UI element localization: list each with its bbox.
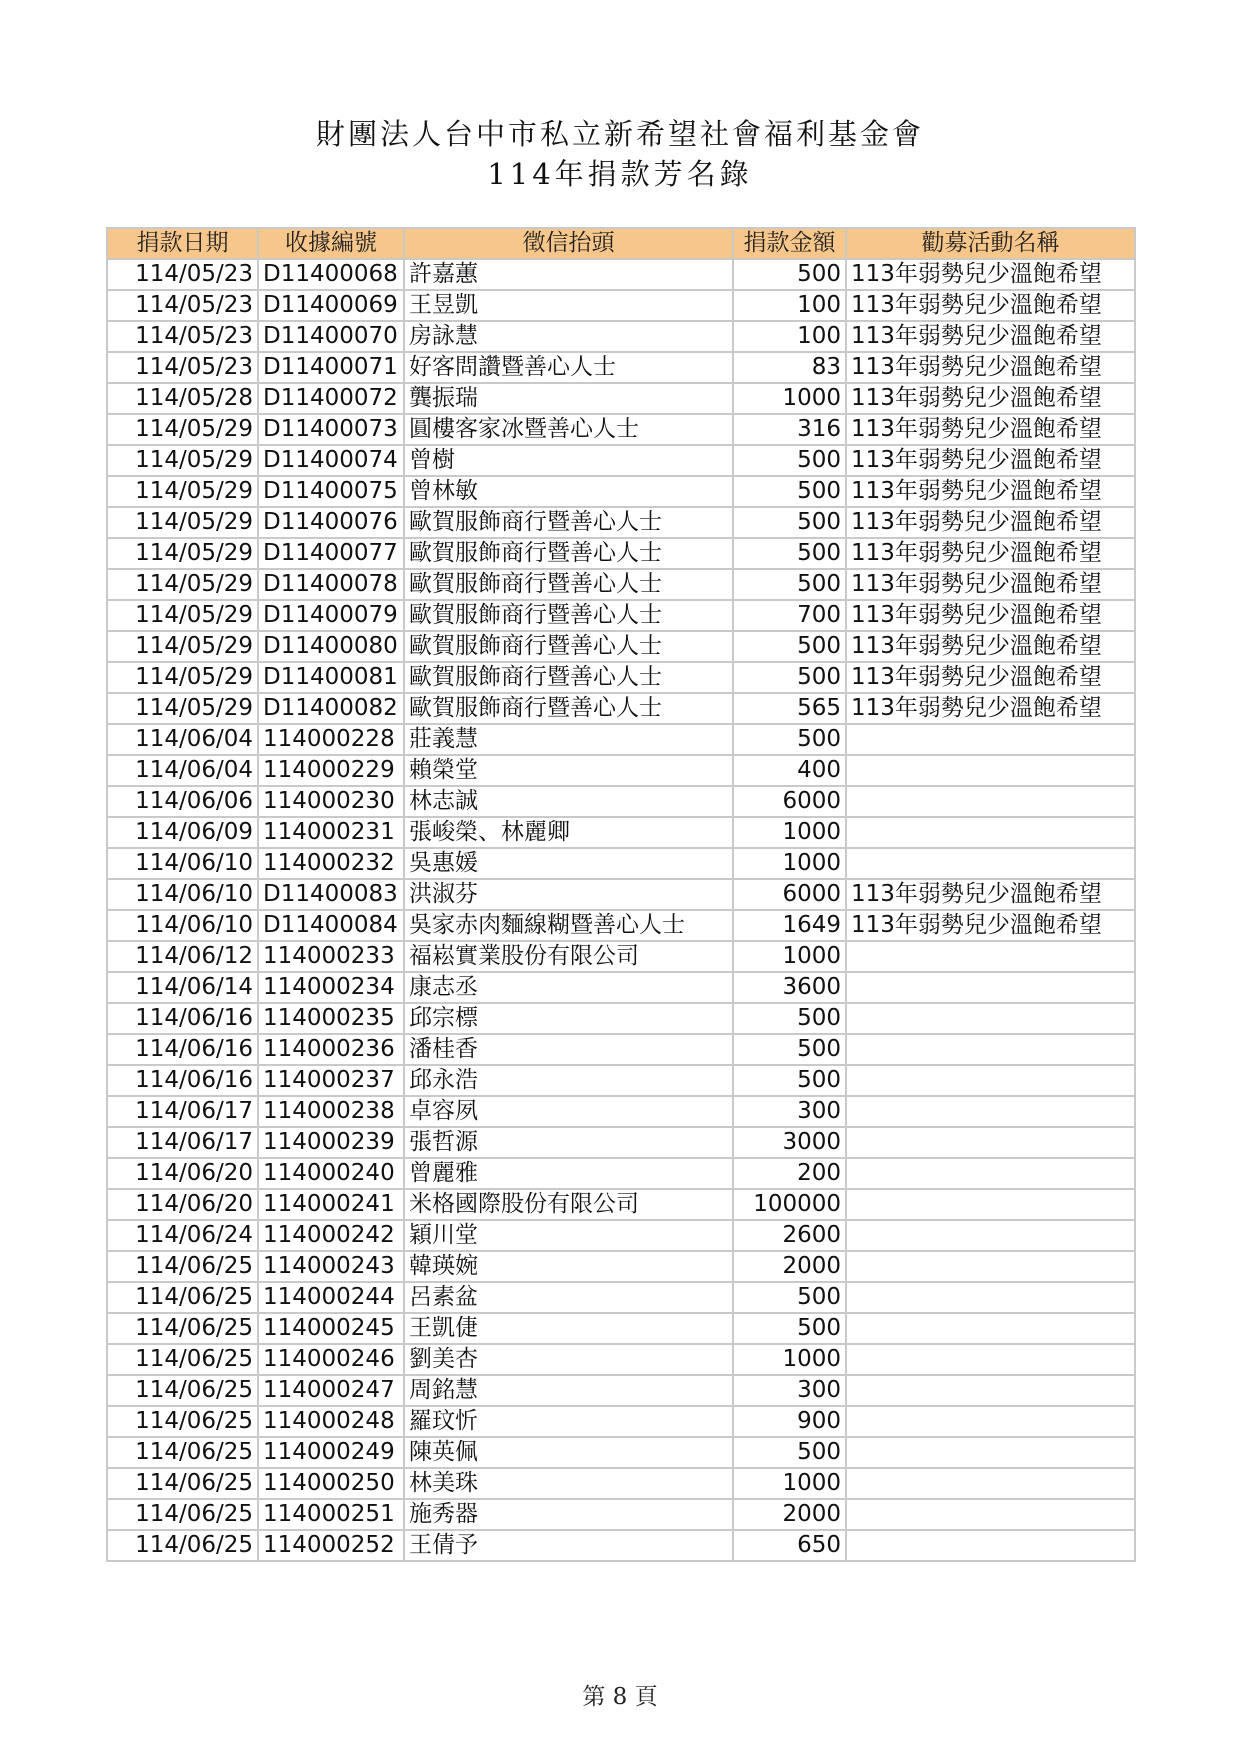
table-row bbox=[107, 1065, 1135, 1096]
cell-amount: 500 bbox=[733, 538, 846, 569]
cell-date: 114/05/29 bbox=[107, 600, 258, 631]
cell-amount: 100 bbox=[733, 290, 846, 321]
cell-amount: 500 bbox=[733, 631, 846, 662]
cell-donor-name: 吳家赤肉麵線糊暨善心人士 bbox=[404, 910, 733, 941]
cell-date: 114/06/25 bbox=[107, 1282, 258, 1313]
cell-date: 114/06/25 bbox=[107, 1251, 258, 1282]
table-row bbox=[107, 879, 1135, 910]
cell-receipt-number: D11400068 bbox=[258, 259, 404, 290]
cell-receipt-number: 114000232 bbox=[258, 848, 404, 879]
table-row bbox=[107, 1034, 1135, 1065]
table-row bbox=[107, 1468, 1135, 1499]
cell-receipt-number: D11400084 bbox=[258, 910, 404, 941]
table-row bbox=[107, 910, 1135, 941]
cell-date: 114/05/29 bbox=[107, 476, 258, 507]
cell-campaign: 113年弱勢兒少溫飽希望 bbox=[846, 290, 1135, 321]
table-row bbox=[107, 569, 1135, 600]
cell-receipt-number: 114000243 bbox=[258, 1251, 404, 1282]
cell-donor-name: 房詠慧 bbox=[404, 321, 733, 352]
table-row bbox=[107, 414, 1135, 445]
cell-receipt-number: 114000231 bbox=[258, 817, 404, 848]
cell-date: 114/05/29 bbox=[107, 662, 258, 693]
cell-campaign bbox=[846, 941, 1135, 972]
cell-date: 114/05/29 bbox=[107, 507, 258, 538]
cell-date: 114/06/25 bbox=[107, 1313, 258, 1344]
cell-campaign: 113年弱勢兒少溫飽希望 bbox=[846, 259, 1135, 290]
cell-campaign bbox=[846, 1158, 1135, 1189]
table-row bbox=[107, 941, 1135, 972]
table-row bbox=[107, 1437, 1135, 1468]
cell-campaign bbox=[846, 1499, 1135, 1530]
cell-date: 114/05/29 bbox=[107, 631, 258, 662]
cell-donor-name: 福崧實業股份有限公司 bbox=[404, 941, 733, 972]
cell-date: 114/05/28 bbox=[107, 383, 258, 414]
cell-donor-name: 周銘慧 bbox=[404, 1375, 733, 1406]
header-donation-date: 捐款日期 bbox=[107, 228, 258, 259]
table-row bbox=[107, 290, 1135, 321]
table-row bbox=[107, 1096, 1135, 1127]
table-row bbox=[107, 724, 1135, 755]
cell-receipt-number: 114000235 bbox=[258, 1003, 404, 1034]
cell-date: 114/06/12 bbox=[107, 941, 258, 972]
cell-amount: 500 bbox=[733, 1065, 846, 1096]
cell-date: 114/05/29 bbox=[107, 569, 258, 600]
table-row bbox=[107, 786, 1135, 817]
table-row bbox=[107, 1313, 1135, 1344]
cell-campaign bbox=[846, 1127, 1135, 1158]
cell-donor-name: 呂素盆 bbox=[404, 1282, 733, 1313]
cell-amount: 100 bbox=[733, 321, 846, 352]
cell-campaign bbox=[846, 848, 1135, 879]
cell-donor-name: 歐賀服飾商行暨善心人士 bbox=[404, 600, 733, 631]
cell-donor-name: 圓樓客家冰暨善心人士 bbox=[404, 414, 733, 445]
cell-date: 114/05/23 bbox=[107, 321, 258, 352]
table-row bbox=[107, 1530, 1135, 1561]
cell-receipt-number: 114000252 bbox=[258, 1530, 404, 1561]
cell-donor-name: 林志誠 bbox=[404, 786, 733, 817]
cell-campaign bbox=[846, 1096, 1135, 1127]
cell-donor-name: 米格國際股份有限公司 bbox=[404, 1189, 733, 1220]
cell-date: 114/06/25 bbox=[107, 1468, 258, 1499]
cell-date: 114/06/06 bbox=[107, 786, 258, 817]
cell-donor-name: 王昱凱 bbox=[404, 290, 733, 321]
table-row bbox=[107, 538, 1135, 569]
table-row bbox=[107, 1251, 1135, 1282]
cell-date: 114/06/10 bbox=[107, 910, 258, 941]
cell-date: 114/06/14 bbox=[107, 972, 258, 1003]
cell-date: 114/06/09 bbox=[107, 817, 258, 848]
cell-receipt-number: 114000234 bbox=[258, 972, 404, 1003]
cell-campaign bbox=[846, 1251, 1135, 1282]
cell-amount: 100000 bbox=[733, 1189, 846, 1220]
cell-date: 114/06/04 bbox=[107, 724, 258, 755]
cell-donor-name: 林美珠 bbox=[404, 1468, 733, 1499]
cell-amount: 2000 bbox=[733, 1251, 846, 1282]
cell-date: 114/06/16 bbox=[107, 1065, 258, 1096]
cell-campaign bbox=[846, 1282, 1135, 1313]
cell-receipt-number: 114000248 bbox=[258, 1406, 404, 1437]
table-row bbox=[107, 1375, 1135, 1406]
cell-amount: 300 bbox=[733, 1375, 846, 1406]
cell-receipt-number: 114000229 bbox=[258, 755, 404, 786]
cell-donor-name: 陳英佩 bbox=[404, 1437, 733, 1468]
cell-date: 114/06/17 bbox=[107, 1096, 258, 1127]
cell-date: 114/05/29 bbox=[107, 414, 258, 445]
table-row bbox=[107, 662, 1135, 693]
cell-donor-name: 莊義慧 bbox=[404, 724, 733, 755]
cell-amount: 900 bbox=[733, 1406, 846, 1437]
cell-receipt-number: 114000245 bbox=[258, 1313, 404, 1344]
cell-donor-name: 龔振瑞 bbox=[404, 383, 733, 414]
cell-receipt-number: D11400072 bbox=[258, 383, 404, 414]
cell-donor-name: 洪淑芬 bbox=[404, 879, 733, 910]
register-title: 114年捐款芳名錄 bbox=[487, 157, 753, 191]
cell-campaign: 113年弱勢兒少溫飽希望 bbox=[846, 879, 1135, 910]
cell-campaign bbox=[846, 1003, 1135, 1034]
cell-receipt-number: D11400075 bbox=[258, 476, 404, 507]
cell-receipt-number: D11400077 bbox=[258, 538, 404, 569]
table-row bbox=[107, 848, 1135, 879]
cell-amount: 500 bbox=[733, 662, 846, 693]
table-row bbox=[107, 1127, 1135, 1158]
cell-receipt-number: 114000249 bbox=[258, 1437, 404, 1468]
cell-date: 114/06/25 bbox=[107, 1406, 258, 1437]
cell-campaign: 113年弱勢兒少溫飽希望 bbox=[846, 569, 1135, 600]
cell-date: 114/06/16 bbox=[107, 1003, 258, 1034]
cell-donor-name: 張哲源 bbox=[404, 1127, 733, 1158]
cell-campaign bbox=[846, 1034, 1135, 1065]
cell-amount: 500 bbox=[733, 569, 846, 600]
cell-receipt-number: D11400079 bbox=[258, 600, 404, 631]
cell-amount: 3600 bbox=[733, 972, 846, 1003]
cell-campaign bbox=[846, 786, 1135, 817]
cell-receipt-number: 114000251 bbox=[258, 1499, 404, 1530]
cell-donor-name: 卓容夙 bbox=[404, 1096, 733, 1127]
cell-date: 114/06/17 bbox=[107, 1127, 258, 1158]
cell-campaign: 113年弱勢兒少溫飽希望 bbox=[846, 476, 1135, 507]
header-receipt-number: 收據編號 bbox=[258, 228, 404, 259]
cell-receipt-number: 114000240 bbox=[258, 1158, 404, 1189]
cell-receipt-number: D11400069 bbox=[258, 290, 404, 321]
cell-receipt-number: 114000236 bbox=[258, 1034, 404, 1065]
cell-campaign: 113年弱勢兒少溫飽希望 bbox=[846, 538, 1135, 569]
cell-receipt-number: D11400078 bbox=[258, 569, 404, 600]
table-row bbox=[107, 352, 1135, 383]
cell-donor-name: 韓瑛婉 bbox=[404, 1251, 733, 1282]
table-body bbox=[107, 259, 1135, 1561]
cell-amount: 300 bbox=[733, 1096, 846, 1127]
cell-receipt-number: D11400080 bbox=[258, 631, 404, 662]
cell-donor-name: 潘桂香 bbox=[404, 1034, 733, 1065]
cell-amount: 200 bbox=[733, 1158, 846, 1189]
cell-receipt-number: 114000246 bbox=[258, 1344, 404, 1375]
cell-campaign bbox=[846, 817, 1135, 848]
cell-campaign: 113年弱勢兒少溫飽希望 bbox=[846, 383, 1135, 414]
table-row bbox=[107, 693, 1135, 724]
table-row bbox=[107, 383, 1135, 414]
cell-donor-name: 曾麗雅 bbox=[404, 1158, 733, 1189]
cell-amount: 1000 bbox=[733, 1468, 846, 1499]
cell-receipt-number: 114000233 bbox=[258, 941, 404, 972]
cell-donor-name: 歐賀服飾商行暨善心人士 bbox=[404, 631, 733, 662]
cell-date: 114/05/23 bbox=[107, 290, 258, 321]
cell-date: 114/06/10 bbox=[107, 848, 258, 879]
cell-receipt-number: 114000230 bbox=[258, 786, 404, 817]
cell-amount: 316 bbox=[733, 414, 846, 445]
cell-campaign bbox=[846, 1437, 1135, 1468]
cell-amount: 6000 bbox=[733, 786, 846, 817]
cell-donor-name: 王凱倢 bbox=[404, 1313, 733, 1344]
cell-donor-name: 王倩予 bbox=[404, 1530, 733, 1561]
cell-amount: 500 bbox=[733, 476, 846, 507]
cell-receipt-number: 114000242 bbox=[258, 1220, 404, 1251]
table-row bbox=[107, 1344, 1135, 1375]
cell-donor-name: 好客問讚暨善心人士 bbox=[404, 352, 733, 383]
header-campaign: 勸募活動名稱 bbox=[846, 228, 1135, 259]
cell-date: 114/06/16 bbox=[107, 1034, 258, 1065]
foundation-name: 財團法人台中市私立新希望社會福利基金會 bbox=[315, 117, 924, 151]
cell-receipt-number: 114000241 bbox=[258, 1189, 404, 1220]
cell-campaign: 113年弱勢兒少溫飽希望 bbox=[846, 693, 1135, 724]
cell-campaign: 113年弱勢兒少溫飽希望 bbox=[846, 910, 1135, 941]
cell-campaign: 113年弱勢兒少溫飽希望 bbox=[846, 445, 1135, 476]
cell-campaign: 113年弱勢兒少溫飽希望 bbox=[846, 631, 1135, 662]
cell-date: 114/05/29 bbox=[107, 693, 258, 724]
header-amount: 捐款金額 bbox=[733, 228, 846, 259]
cell-receipt-number: 114000237 bbox=[258, 1065, 404, 1096]
cell-campaign: 113年弱勢兒少溫飽希望 bbox=[846, 507, 1135, 538]
cell-donor-name: 曾樹 bbox=[404, 445, 733, 476]
cell-date: 114/06/24 bbox=[107, 1220, 258, 1251]
cell-amount: 1000 bbox=[733, 1344, 846, 1375]
cell-campaign bbox=[846, 1189, 1135, 1220]
cell-date: 114/05/23 bbox=[107, 259, 258, 290]
cell-amount: 1000 bbox=[733, 848, 846, 879]
cell-date: 114/06/25 bbox=[107, 1437, 258, 1468]
cell-amount: 565 bbox=[733, 693, 846, 724]
header-donor-name: 徵信抬頭 bbox=[404, 228, 733, 259]
cell-date: 114/06/20 bbox=[107, 1189, 258, 1220]
cell-donor-name: 邱宗標 bbox=[404, 1003, 733, 1034]
table-row bbox=[107, 476, 1135, 507]
donation-table bbox=[106, 227, 1136, 1562]
cell-campaign bbox=[846, 1220, 1135, 1251]
table-row bbox=[107, 1189, 1135, 1220]
cell-campaign bbox=[846, 724, 1135, 755]
table-row bbox=[107, 817, 1135, 848]
table-row bbox=[107, 259, 1135, 290]
cell-receipt-number: D11400073 bbox=[258, 414, 404, 445]
cell-date: 114/06/25 bbox=[107, 1344, 258, 1375]
cell-campaign: 113年弱勢兒少溫飽希望 bbox=[846, 352, 1135, 383]
cell-amount: 3000 bbox=[733, 1127, 846, 1158]
cell-donor-name: 歐賀服飾商行暨善心人士 bbox=[404, 662, 733, 693]
cell-date: 114/05/23 bbox=[107, 352, 258, 383]
cell-donor-name: 歐賀服飾商行暨善心人士 bbox=[404, 538, 733, 569]
cell-donor-name: 賴榮堂 bbox=[404, 755, 733, 786]
cell-amount: 500 bbox=[733, 1313, 846, 1344]
table-row bbox=[107, 507, 1135, 538]
cell-amount: 500 bbox=[733, 724, 846, 755]
cell-campaign: 113年弱勢兒少溫飽希望 bbox=[846, 600, 1135, 631]
cell-receipt-number: 114000238 bbox=[258, 1096, 404, 1127]
cell-campaign bbox=[846, 972, 1135, 1003]
cell-donor-name: 歐賀服飾商行暨善心人士 bbox=[404, 693, 733, 724]
cell-donor-name: 施秀器 bbox=[404, 1499, 733, 1530]
cell-amount: 1000 bbox=[733, 817, 846, 848]
cell-campaign bbox=[846, 1406, 1135, 1437]
cell-date: 114/06/10 bbox=[107, 879, 258, 910]
table-row bbox=[107, 1158, 1135, 1189]
cell-campaign bbox=[846, 1530, 1135, 1561]
cell-donor-name: 劉美杏 bbox=[404, 1344, 733, 1375]
cell-donor-name: 羅玟忻 bbox=[404, 1406, 733, 1437]
cell-date: 114/05/29 bbox=[107, 445, 258, 476]
table-row bbox=[107, 445, 1135, 476]
table-row bbox=[107, 1282, 1135, 1313]
table-row bbox=[107, 1003, 1135, 1034]
cell-campaign bbox=[846, 1344, 1135, 1375]
cell-amount: 650 bbox=[733, 1530, 846, 1561]
cell-receipt-number: 114000247 bbox=[258, 1375, 404, 1406]
cell-receipt-number: D11400071 bbox=[258, 352, 404, 383]
cell-donor-name: 吳惠媛 bbox=[404, 848, 733, 879]
cell-amount: 500 bbox=[733, 445, 846, 476]
cell-amount: 500 bbox=[733, 1034, 846, 1065]
cell-amount: 83 bbox=[733, 352, 846, 383]
cell-campaign: 113年弱勢兒少溫飽希望 bbox=[846, 321, 1135, 352]
table-row bbox=[107, 1406, 1135, 1437]
cell-amount: 500 bbox=[733, 1282, 846, 1313]
cell-amount: 500 bbox=[733, 259, 846, 290]
cell-date: 114/06/25 bbox=[107, 1530, 258, 1561]
cell-donor-name: 邱永浩 bbox=[404, 1065, 733, 1096]
cell-receipt-number: 114000250 bbox=[258, 1468, 404, 1499]
cell-amount: 500 bbox=[733, 1437, 846, 1468]
table-row bbox=[107, 600, 1135, 631]
page-number: 第 8 頁 bbox=[582, 1684, 658, 1710]
cell-donor-name: 歐賀服飾商行暨善心人士 bbox=[404, 569, 733, 600]
cell-donor-name: 歐賀服飾商行暨善心人士 bbox=[404, 507, 733, 538]
cell-campaign bbox=[846, 755, 1135, 786]
cell-amount: 1000 bbox=[733, 941, 846, 972]
cell-date: 114/05/29 bbox=[107, 538, 258, 569]
cell-donor-name: 曾林敏 bbox=[404, 476, 733, 507]
document-title bbox=[0, 114, 1240, 194]
cell-receipt-number: 114000228 bbox=[258, 724, 404, 755]
cell-receipt-number: D11400083 bbox=[258, 879, 404, 910]
cell-receipt-number: D11400076 bbox=[258, 507, 404, 538]
table-row bbox=[107, 1499, 1135, 1530]
cell-amount: 1000 bbox=[733, 383, 846, 414]
cell-campaign bbox=[846, 1313, 1135, 1344]
table-row bbox=[107, 755, 1135, 786]
cell-campaign bbox=[846, 1375, 1135, 1406]
table-header-row bbox=[107, 228, 1135, 259]
cell-date: 114/06/25 bbox=[107, 1375, 258, 1406]
table-row bbox=[107, 1220, 1135, 1251]
table-row bbox=[107, 631, 1135, 662]
cell-donor-name: 穎川堂 bbox=[404, 1220, 733, 1251]
cell-campaign bbox=[846, 1065, 1135, 1096]
cell-amount: 1649 bbox=[733, 910, 846, 941]
cell-amount: 400 bbox=[733, 755, 846, 786]
cell-donor-name: 康志丞 bbox=[404, 972, 733, 1003]
cell-date: 114/06/20 bbox=[107, 1158, 258, 1189]
cell-amount: 6000 bbox=[733, 879, 846, 910]
cell-amount: 2000 bbox=[733, 1499, 846, 1530]
cell-date: 114/06/25 bbox=[107, 1499, 258, 1530]
cell-amount: 500 bbox=[733, 1003, 846, 1034]
cell-campaign: 113年弱勢兒少溫飽希望 bbox=[846, 414, 1135, 445]
cell-receipt-number: D11400074 bbox=[258, 445, 404, 476]
cell-date: 114/06/04 bbox=[107, 755, 258, 786]
cell-receipt-number: D11400082 bbox=[258, 693, 404, 724]
table-row bbox=[107, 972, 1135, 1003]
cell-amount: 700 bbox=[733, 600, 846, 631]
cell-receipt-number: 114000244 bbox=[258, 1282, 404, 1313]
cell-receipt-number: 114000239 bbox=[258, 1127, 404, 1158]
cell-amount: 2600 bbox=[733, 1220, 846, 1251]
cell-campaign bbox=[846, 1468, 1135, 1499]
cell-receipt-number: D11400070 bbox=[258, 321, 404, 352]
cell-amount: 500 bbox=[733, 507, 846, 538]
cell-receipt-number: D11400081 bbox=[258, 662, 404, 693]
table-row bbox=[107, 321, 1135, 352]
cell-donor-name: 張峻榮、林麗卿 bbox=[404, 817, 733, 848]
cell-donor-name: 許嘉蕙 bbox=[404, 259, 733, 290]
cell-campaign: 113年弱勢兒少溫飽希望 bbox=[846, 662, 1135, 693]
